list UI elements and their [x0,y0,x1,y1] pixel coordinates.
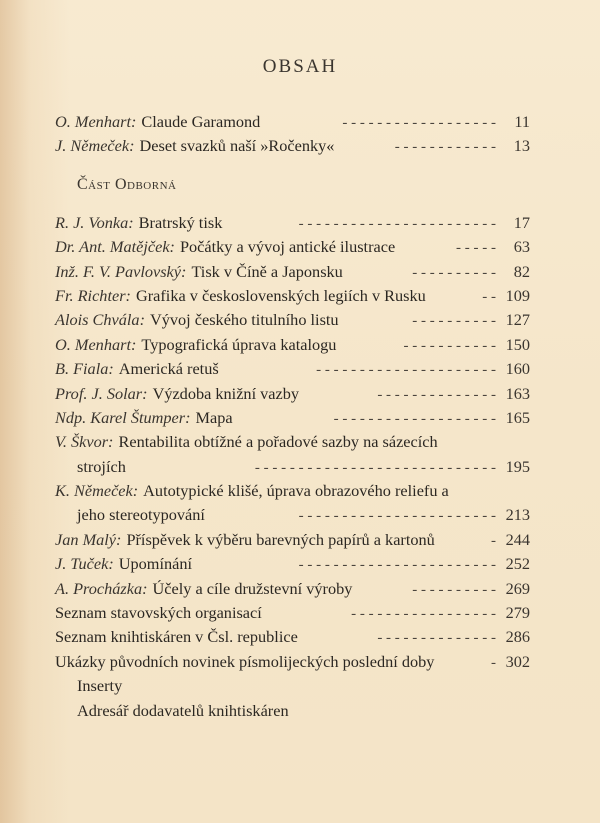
entry-page-number: 213 [505,505,530,525]
toc-entry [55,333,530,357]
entry-title: Rentabilita obtížné a pořadové sazby na sázecích [118,432,438,452]
leader-dots: - - - - - [456,240,496,257]
entry-page-number: 244 [505,529,530,549]
entry-page-number: 195 [505,456,530,476]
toc-entry [55,134,530,158]
leader-dots: - - - - - - - - - - [412,264,496,281]
entry-page-number: 165 [505,407,530,427]
leader-dots: - - - - - - - - - - - - [394,139,496,156]
leader-dots: - - - - - - - - - - - - - - [377,386,496,403]
leader-dots: - - [482,288,496,305]
entry-title: Počátky a vývoj antické ilustrace [179,237,396,257]
toc-entry [55,479,530,503]
leader-dots: - [491,532,496,549]
toc-entries [55,211,530,723]
page-title: OBSAH [262,56,338,77]
toc-entry [55,552,530,576]
leader-dots: - - - - - - - - - - [412,581,496,598]
entry-title: Vývoj českého titulního listu [150,310,339,330]
leader-dots: - - - - - - - - - - - - - - - - - - [342,115,496,131]
leader-dots: - [491,654,496,671]
entry-title: Adresář dodavatelů knihtiskáren [77,700,289,720]
toc-entry [55,430,530,454]
toc-entry [55,650,530,674]
entry-author: Jan Malý: [55,529,122,549]
toc-entry [55,455,530,479]
entry-author: Prof. J. Solar: [55,383,148,403]
toc-entry [55,503,530,527]
toc-entry [55,211,530,235]
toc-entry [55,110,530,134]
toc-entry [55,406,530,430]
entry-page-number: 13 [513,136,530,156]
entry-title: Seznam knihtiskáren v Čsl. republice [55,627,298,647]
entry-title: Inserty [77,676,123,696]
entry-title: Typografická úprava katalogu [141,334,337,354]
entry-page-number: 163 [505,383,530,403]
toc-entry [55,601,530,625]
toc-entry [55,235,530,259]
entry-page-number: 252 [505,554,530,574]
entry-author: O. Menhart: [55,112,137,131]
section-heading: Část Odborná [77,175,177,193]
entry-title: Grafika v československých legiích v Rusku [135,285,426,305]
entry-page-number: 286 [505,627,530,647]
entry-title: Účely a cíle družstevní výroby [152,578,353,598]
entry-title: Ukázky původních novinek písmolijeckých poslední doby [55,651,435,671]
leader-dots: - - - - - - - - - - - - - - - - - - - [333,410,496,427]
entry-title: Bratrský tisk [138,212,223,232]
leader-dots: - - - - - - - - - - - - - - - - - - - - - - - [298,215,496,232]
entry-page-number: 127 [505,310,530,330]
entry-author: J. Němeček: [55,136,135,156]
leader-dots: - - - - - - - - - - - - - - - - - - - - - - - [298,557,496,574]
entry-page-number: 109 [505,285,530,305]
entry-title: Americká retuš [118,359,219,379]
toc-entry [55,382,530,406]
entry-author: J. Tuček: [55,554,114,574]
leader-dots: - - - - - - - - - - [412,313,496,330]
entry-author: A. Procházka: [55,578,148,598]
table-of-contents [55,110,530,723]
leader-dots: - - - - - - - - - - - - - - [377,630,496,647]
entry-page-number: 17 [513,212,530,232]
entry-author: Ndp. Karel Štumper: [55,407,191,427]
entry-page-number: 82 [513,261,530,281]
entry-title: Příspěvek k výběru barevných papírů a kartonů [126,529,435,549]
entry-author: Dr. Ant. Matějček: [55,237,175,257]
entry-title: Claude Garamond [141,112,261,131]
entry-author: R. J. Vonka: [55,212,134,232]
entry-author: Inž. F. V. Pavlovský: [55,261,187,281]
entry-page-number: 269 [505,578,530,598]
entry-page-number: 63 [513,237,530,257]
leader-dots: - - - - - - - - - - - - - - - - - - - - - - - [298,508,496,525]
leader-dots: - - - - - - - - - - - - - - - - - [351,606,496,623]
entry-author: V. Škvor: [55,432,114,452]
entry-page-number: 160 [505,359,530,379]
entry-title: Výzdoba knižní vazby [152,383,300,403]
entry-author: K. Němeček: [55,481,139,501]
entry-page-number: 150 [505,334,530,354]
toc-entry [55,674,530,698]
entry-title: strojích [77,456,126,476]
entry-title: jeho stereotypování [77,505,205,525]
entry-title: Upomínání [118,554,193,574]
toc-entry [55,625,530,649]
entry-author: O. Menhart: [55,334,137,354]
toc-entry [55,528,530,552]
leader-dots: - - - - - - - - - - - [403,337,496,354]
entry-title: Tisk v Číně a Japonsku [191,261,343,281]
entry-title: Seznam stavovských organisací [55,603,262,623]
entry-author: B. Fiala: [55,359,114,379]
leader-dots: - - - - - - - - - - - - - - - - - - - - - - - - - - - - [254,459,496,476]
toc-entry [55,357,530,381]
toc-entry [55,699,530,723]
toc-entry [55,577,530,601]
entry-author: Alois Chvála: [55,310,145,330]
entry-page-number: 302 [505,651,530,671]
toc-entry [55,308,530,332]
entry-page-number: 11 [514,112,530,131]
entry-title: Deset svazků naší »Ročenky« [139,136,335,156]
entry-author: Fr. Richter: [55,285,131,305]
entry-page-number: 279 [505,603,530,623]
leader-dots: - - - - - - - - - - - - - - - - - - - - - [316,362,496,379]
toc-entry [55,284,530,308]
toc-entry [55,260,530,284]
entry-title: Mapa [195,407,233,427]
entry-title: Autotypické klišé, úprava obrazového reliefu a [143,481,449,501]
